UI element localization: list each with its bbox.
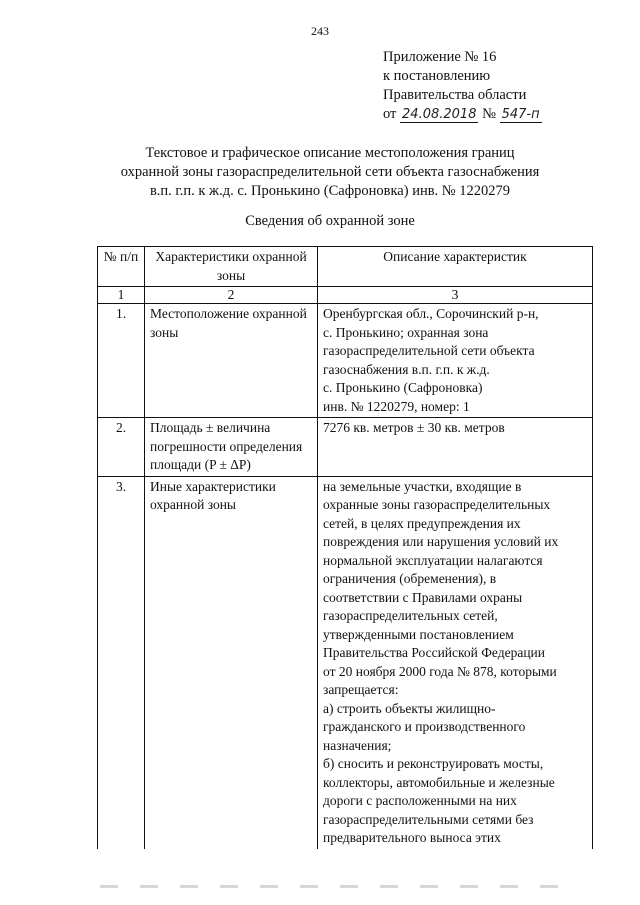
- description-line: от 20 ноября 2000 года № 878, которыми: [323, 663, 557, 679]
- column-number-1: 1: [98, 287, 145, 304]
- description-line: 7276 кв. метров ± 30 кв. метров: [323, 420, 505, 435]
- description-line: а) строить объекты жилищно-: [323, 700, 496, 716]
- title-line-2: охранной зоны газораспределительной сети объекта газоснабжения: [120, 164, 540, 180]
- description-line: предварительного выноса этих: [323, 830, 501, 845]
- row-number: 3.: [98, 476, 145, 849]
- row-number: 1.: [98, 304, 145, 418]
- description-line: с. Пронькино; охранная зона: [323, 324, 489, 340]
- description-line: на земельные участки, входящие в: [323, 478, 522, 494]
- table-header-row: [98, 247, 593, 287]
- row-description: [318, 418, 593, 477]
- description-line: Правительства Российской Федерации: [323, 645, 545, 660]
- header-description: Описание характеристик: [318, 247, 593, 287]
- title-line-1: Текстовое и графическое описание местоположения границ: [145, 145, 515, 161]
- description-line: дороги с расположенными на них: [323, 793, 517, 808]
- description-line: инв. № 1220279, номер: 1: [323, 398, 470, 414]
- scan-artifact-strip: [100, 885, 580, 888]
- description-line: нормальной эксплуатации налагаются: [323, 552, 543, 568]
- header-characteristics: Характеристики охранной зоны: [145, 247, 318, 287]
- description-line: коллекторы, автомобильные и железные: [323, 774, 555, 790]
- header-number: № п/п: [98, 247, 145, 287]
- row-characteristic: Местоположение охранной зоны: [145, 304, 318, 418]
- description-line: ограничения (обременения), в: [323, 571, 497, 586]
- appendix-line-3: Правительства области: [383, 87, 527, 103]
- description-line: гражданского и производственного: [323, 719, 526, 734]
- description-line: газораспределительных сетей,: [323, 608, 498, 623]
- date-prefix: от: [383, 106, 397, 122]
- row-description: [318, 304, 593, 418]
- description-line: запрещается:: [323, 682, 399, 697]
- table-row: [98, 418, 593, 477]
- title-line-3: в.п. г.п. к ж.д. с. Пронькино (Сафроновка) инв. № 1220279: [149, 183, 511, 199]
- description-line: охранные зоны газораспределительных: [323, 497, 551, 512]
- page-number: 243: [311, 24, 329, 38]
- row-description: [318, 476, 593, 849]
- appendix-block: [383, 48, 542, 124]
- description-line: сетей, в целях предупреждения их: [323, 515, 521, 531]
- handwritten-date: 24.08.2018: [402, 107, 477, 122]
- column-number-2: 2: [145, 287, 318, 304]
- table-row: [98, 476, 593, 849]
- row-characteristic: Иные характеристики охранной зоны: [145, 476, 318, 849]
- column-number-3: 3: [318, 287, 593, 304]
- row-number: 2.: [98, 418, 145, 477]
- table-row: [98, 304, 593, 418]
- document-title: [60, 144, 600, 201]
- description-line: назначения;: [323, 737, 392, 753]
- description-line: с. Пронькино (Сафроновка): [323, 380, 483, 395]
- protection-zone-table: [97, 246, 593, 849]
- description-line: повреждения или нарушения условий их: [323, 534, 559, 549]
- row-characteristic: Площадь ± величина погрешности определения площади (P ± ΔP): [145, 418, 318, 477]
- description-line: соответствии с Правилами охраны: [323, 589, 523, 605]
- description-line: газораспределительной сети объекта: [323, 343, 535, 358]
- section-subtitle: Сведения об охранной зоне: [245, 213, 415, 229]
- appendix-line-2: к постановлению: [383, 68, 491, 84]
- description-line: газораспределительными сетями без: [323, 811, 534, 827]
- description-line: б) сносить и реконструировать мосты,: [323, 756, 544, 771]
- handwritten-number: 547-п: [501, 107, 540, 122]
- number-sign: №: [482, 106, 496, 122]
- table-numbering-row: [98, 287, 593, 304]
- description-line: газоснабжения в.п. г.п. к ж.д.: [323, 361, 490, 377]
- appendix-line-1: Приложение № 16: [383, 49, 497, 65]
- description-line: утвержденными постановлением: [323, 626, 514, 642]
- description-line: Оренбургская обл., Сорочинский р-н,: [323, 306, 539, 321]
- appendix-date-line: [383, 105, 542, 124]
